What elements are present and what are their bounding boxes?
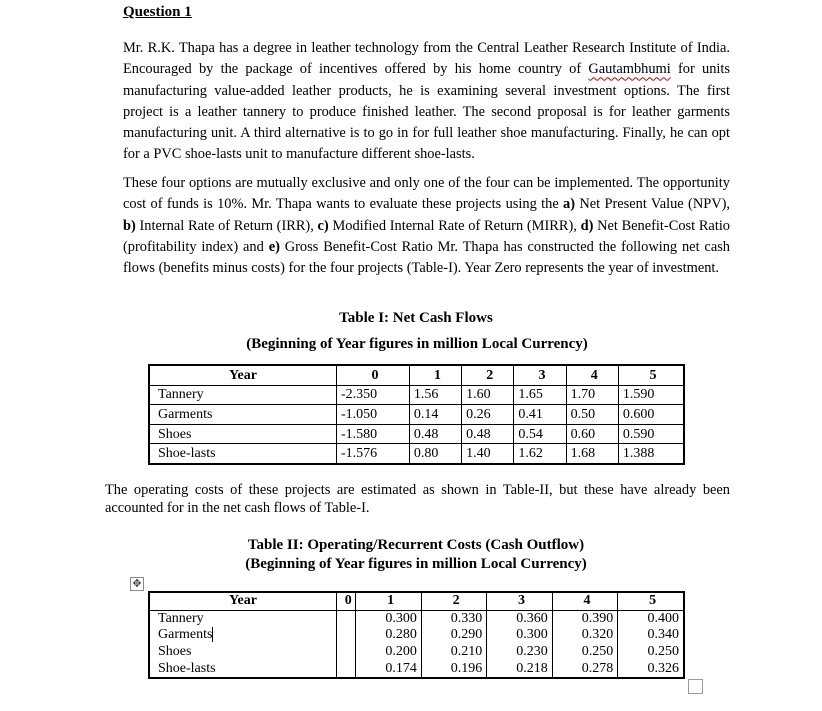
year-header: Year <box>149 592 337 610</box>
row-label: Shoe-lasts <box>149 660 337 678</box>
table-cell: 0.250 <box>618 644 684 661</box>
year-cell: 4 <box>552 592 617 610</box>
table-row <box>149 444 684 464</box>
item-e-text: Gross Benefit-Cost Ratio Mr. Thapa has constructed the following net cash flows (benefits minus costs) for the four projects (Table-I). Year Zero represents the year of investment. <box>123 238 730 277</box>
table-cell: 0.80 <box>409 444 461 464</box>
net-cash-flows-table <box>148 364 685 465</box>
table-cell <box>337 644 356 661</box>
table-row <box>149 424 684 444</box>
intro-text-end: for units manufacturing value-added leather products, he is examining several investment options. The first project is a leather tannery to produce finished leather. The second proposal is for leather garments manufacturing unit. A third alternative is to go in for full leather shoe manufacturing. Finally, he can opt for a PVC shoe-lasts unit to manufacture different shoe-lasts. <box>123 61 730 163</box>
row-label-text: Garments <box>158 627 213 643</box>
year-cell: 5 <box>618 365 684 385</box>
year-cell: 3 <box>514 365 566 385</box>
item-a-text: Net Present Value (NPV), <box>575 196 730 213</box>
row-label: Tannery <box>149 385 337 405</box>
table-cell: 0.280 <box>356 627 421 644</box>
year-cell: 1 <box>409 365 461 385</box>
question-heading: Question 1 <box>123 4 192 20</box>
table-cell: 0.278 <box>552 660 617 678</box>
resize-handle-icon[interactable] <box>688 679 703 694</box>
intro-paragraph <box>123 38 730 166</box>
options-paragraph <box>123 173 730 279</box>
table-cell: 0.210 <box>421 644 486 661</box>
table-cell: 0.60 <box>566 424 618 444</box>
intro-text-start: Mr. R.K. Thapa has a degree in leather technology from the Central Leather Research Institute of India. Encouraged by the package of incentives offered by his home country of <box>123 40 730 78</box>
item-d-label: d) <box>580 217 594 234</box>
table-cell: 1.590 <box>618 385 684 405</box>
table-cell: 1.56 <box>409 385 461 405</box>
item-b-text: Internal Rate of Return (IRR), <box>135 217 318 234</box>
misspelled-word[interactable]: Gautambhumi <box>588 61 671 78</box>
move-icon[interactable]: ✥ <box>130 577 144 591</box>
item-d-text: Net Benefit-Cost Ratio (profitability index) and <box>123 217 731 255</box>
table-cell: 0.326 <box>618 660 684 678</box>
table-cell: 1.388 <box>618 444 684 464</box>
table-cell: 1.65 <box>514 385 566 405</box>
year-cell: 3 <box>487 592 552 610</box>
table-cell: 0.54 <box>514 424 566 444</box>
table-cell: 0.300 <box>356 610 421 627</box>
table-cell: 0.230 <box>487 644 552 661</box>
row-label: Shoe-lasts <box>149 444 337 464</box>
table-cell: -2.350 <box>337 385 410 405</box>
table-cell: 0.320 <box>552 627 617 644</box>
table-cell: 1.68 <box>566 444 618 464</box>
table-cell <box>337 610 356 627</box>
table-header-row <box>149 365 684 385</box>
table-cell: 0.14 <box>409 405 461 425</box>
table-cell: 0.400 <box>618 610 684 627</box>
table-cell: 0.50 <box>566 405 618 425</box>
table-cell: 0.340 <box>618 627 684 644</box>
item-a-label: a) <box>563 196 576 213</box>
table-row <box>149 627 684 644</box>
table-cell <box>337 627 356 644</box>
table1-subtitle: (Beginning of Year figures in million Local Currency) <box>246 336 588 352</box>
table-cell: 0.300 <box>487 627 552 644</box>
table-cell: 0.600 <box>618 405 684 425</box>
year-cell: 2 <box>421 592 486 610</box>
table2-subtitle: (Beginning of Year figures in million Local Currency) <box>245 556 587 572</box>
table-row <box>149 385 684 405</box>
table-row <box>149 644 684 661</box>
row-label <box>149 627 337 644</box>
item-b-label: b) <box>123 217 136 234</box>
table-cell: 0.200 <box>356 644 421 661</box>
table-cell: 1.70 <box>566 385 618 405</box>
item-c-text: Modified Internal Rate of Return (MIRR), <box>328 217 581 234</box>
table-cell: 1.60 <box>462 385 514 405</box>
operating-costs-note: The operating costs of these projects are estimated as shown in Table-II, but these have already been accounted for in the net cash flows of Table-I. <box>105 482 730 516</box>
table-cell: 1.62 <box>514 444 566 464</box>
year-cell: 0 <box>337 592 356 610</box>
table-row <box>149 405 684 425</box>
table-cell: 0.48 <box>409 424 461 444</box>
table-cell: 0.590 <box>618 424 684 444</box>
row-label: Garments <box>149 405 337 425</box>
item-c-label: c) <box>317 217 329 234</box>
table-cell: 0.360 <box>487 610 552 627</box>
year-header: Year <box>149 365 337 385</box>
row-label: Shoes <box>149 644 337 661</box>
table-cell: 0.174 <box>356 660 421 678</box>
year-cell: 5 <box>618 592 684 610</box>
table-row <box>149 660 684 678</box>
table-cell: -1.050 <box>337 405 410 425</box>
table1-title: Table I: Net Cash Flows <box>339 310 493 326</box>
table-cell: 0.330 <box>421 610 486 627</box>
table-cell: 0.196 <box>421 660 486 678</box>
table-cell: 0.250 <box>552 644 617 661</box>
options-text: These four options are mutually exclusive and only one of the four can be implemented. The opportunity cost of funds is 10%. Mr. Thapa wants to evaluate these projects using the <box>123 175 730 213</box>
table-cell: -1.576 <box>337 444 410 464</box>
table-cell: 0.218 <box>487 660 552 678</box>
table-cell: 0.390 <box>552 610 617 627</box>
table-cell: 0.290 <box>421 627 486 644</box>
table-cell: 0.48 <box>462 424 514 444</box>
text-cursor <box>212 627 213 642</box>
table-cell: 0.41 <box>514 405 566 425</box>
year-cell: 0 <box>337 365 410 385</box>
year-cell: 1 <box>356 592 421 610</box>
table-cell: 0.26 <box>462 405 514 425</box>
year-cell: 2 <box>462 365 514 385</box>
operating-costs-table <box>148 591 685 679</box>
row-label: Shoes <box>149 424 337 444</box>
year-cell: 4 <box>566 365 618 385</box>
table-row <box>149 610 684 627</box>
table-cell: 1.40 <box>462 444 514 464</box>
item-e-label: e) <box>268 238 280 255</box>
row-label: Tannery <box>149 610 337 627</box>
table-cell <box>337 660 356 678</box>
table2-title: Table II: Operating/Recurrent Costs (Cash Outflow) <box>247 537 585 553</box>
table-header-row <box>149 592 684 610</box>
table-cell: -1.580 <box>337 424 410 444</box>
